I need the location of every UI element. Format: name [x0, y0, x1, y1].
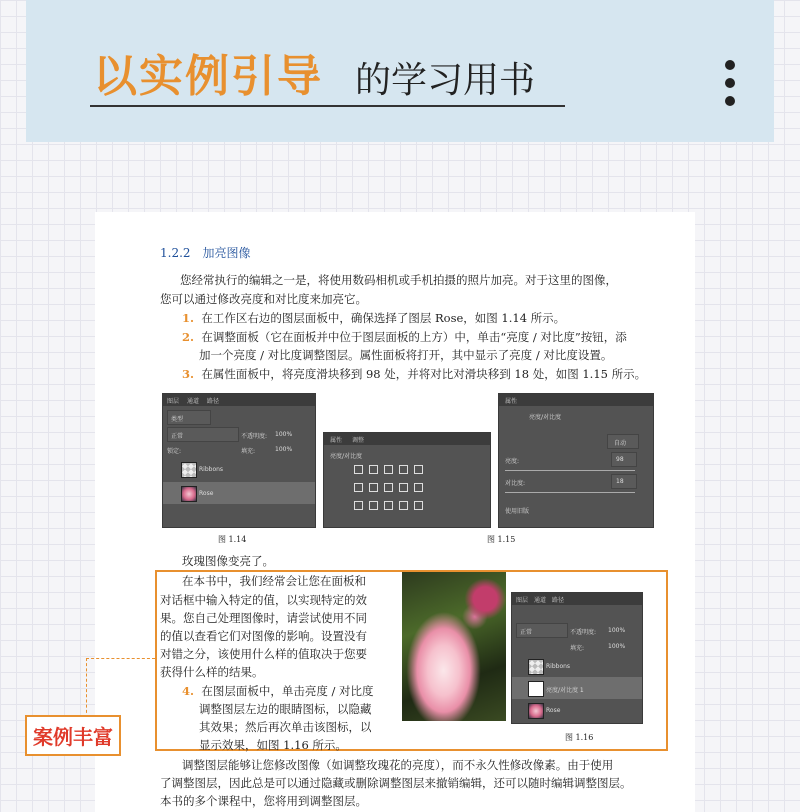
- intro-line-2: 您可以通过修改亮度和对比度来加亮它。: [160, 292, 367, 306]
- example-badge: 案例丰富: [25, 715, 121, 756]
- tip-line-2: 对话框中输入特定的值，以实现特定的效: [160, 593, 367, 607]
- tip-line-5: 对错之分，该使用什么样的值取决于您要: [160, 647, 367, 661]
- layers-panel-fig116: 图层 通道 路径 正常 不透明度: 100% 填充: 100% Ribbons 亮度/对比度 1 Rose: [511, 592, 643, 724]
- callout-line-horizontal: [86, 658, 155, 659]
- layers-panel-screenshot: 图层 通道 路径 类型 正常 不透明度: 100% 锁定: 填充: 100% Ribbons Rose: [162, 393, 316, 528]
- title-underline: [90, 105, 565, 107]
- figure-1-15-caption: 图 1.15: [487, 535, 516, 544]
- tip-line-3: 果。您自己处理图像时，请尝试使用不同: [160, 611, 367, 625]
- step-4-cont-2: 其效果；然后再次单击该图标，以: [199, 720, 372, 734]
- vertical-dots-icon[interactable]: [722, 60, 738, 106]
- adjustments-panel-screenshot: 属性 调整 亮度/对比度: [323, 432, 491, 528]
- intro-line-1: 您经常执行的编辑之一是，将使用数码相机或手机拍摄的照片加亮。对于这里的图像，: [180, 273, 617, 287]
- figure-1-14-caption: 图 1.14: [218, 535, 247, 544]
- title-highlight: 以实例引导: [93, 51, 323, 102]
- title-rest: 的学习用书: [355, 60, 536, 101]
- tip-line-1: 在本书中，我们经常会让您在面板和: [182, 574, 366, 588]
- callout-line-vertical: [86, 658, 87, 718]
- step-4-cont-1: 调整图层左边的眼睛图标，以隐藏: [199, 702, 372, 716]
- bottom-line-2: 了调整图层，因此总是可以通过隐藏或删除调整图层来撤销编辑，还可以随时编辑调整图层。: [160, 776, 632, 790]
- after-text: 玫瑰图像变亮了。: [182, 554, 274, 568]
- section-heading: 1.2.2 加亮图像: [160, 246, 251, 260]
- properties-panel-screenshot: 属性 亮度/对比度 自动 亮度: 98 对比度: 18 使用旧版: [498, 393, 654, 528]
- tip-line-6: 获得什么样的结果。: [160, 665, 264, 679]
- rose-photo: [402, 572, 506, 721]
- bottom-line-3: 本书的多个课程中，您将用到调整图层。: [160, 794, 367, 808]
- tip-line-4: 的值以查看它们对图像的影响。设置没有: [160, 629, 367, 643]
- bottom-line-1: 调整图层能够让您修改图像（如调整玫瑰花的亮度），而不永久性修改像素。由于使用: [182, 758, 614, 772]
- step-2: 2. 在调整面板（它在面板并中位于图层面板的上方）中，单击“亮度 / 对比度”按钮，添: [182, 330, 627, 344]
- step-2-cont: 加一个亮度 / 对比度调整图层。属性面板将打开，其中显示了亮度 / 对比度设置。: [199, 348, 613, 362]
- step-4-cont-3: 显示效果，如图 1.16 所示。: [199, 738, 347, 752]
- step-4: 4. 在图层面板中，单击亮度 / 对比度: [182, 684, 374, 698]
- step-1: 1. 在工作区右边的图层面板中，确保选择了图层 Rose，如图 1.14 所示。: [182, 311, 566, 325]
- step-3: 3. 在属性面板中，将亮度滑块移到 98 处，并将对比对滑块移到 18 处，如图 1.15 所示。: [182, 367, 647, 381]
- figure-1-16-caption: 图 1.16: [565, 733, 594, 742]
